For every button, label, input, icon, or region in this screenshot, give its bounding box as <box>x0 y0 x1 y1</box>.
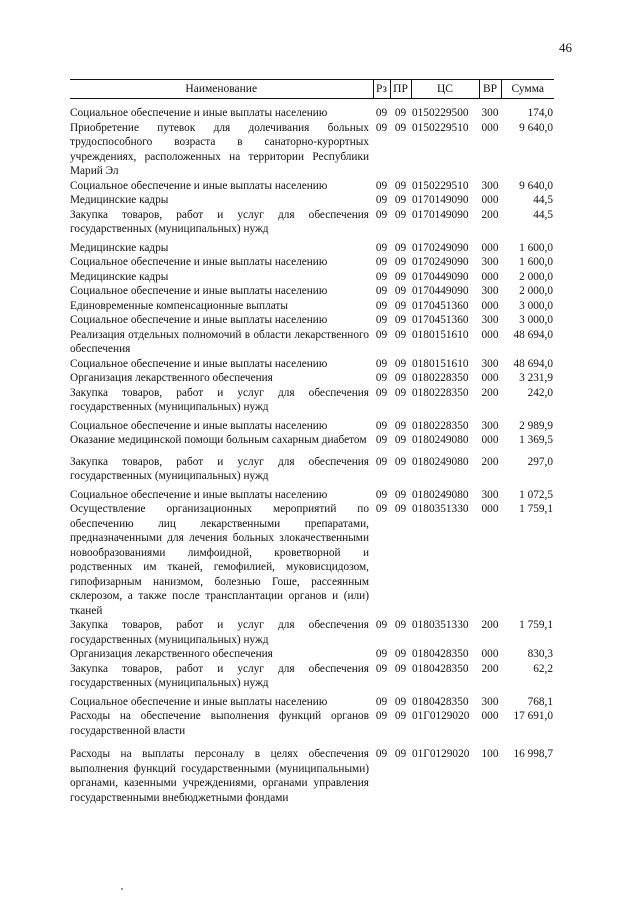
row-rz: 09 <box>375 748 388 760</box>
row-sum: 1 369,5 <box>519 434 553 446</box>
table-row <box>70 255 554 270</box>
row-rz: 09 <box>375 503 388 515</box>
row-sum: 1 759,1 <box>519 619 553 631</box>
table-row <box>70 415 554 434</box>
row-name: Социальное обеспечение и иные выплаты населению <box>70 357 328 370</box>
row-vr: 000 <box>481 241 499 254</box>
row-sum: 1 759,1 <box>519 503 553 515</box>
table-row <box>70 738 554 805</box>
row-cs: 0150229500 <box>412 107 469 119</box>
row-pr: 09 <box>394 619 407 631</box>
row-pr: 09 <box>394 314 407 326</box>
row-rz: 09 <box>375 285 388 297</box>
row-sum: 3 000,0 <box>519 299 553 312</box>
row-vr: 000 <box>481 434 499 446</box>
row-rz: 09 <box>375 372 388 384</box>
table-row <box>70 313 554 328</box>
row-pr: 09 <box>394 455 407 468</box>
row-sum: 44,5 <box>533 208 553 221</box>
table-row <box>70 618 554 647</box>
row-cs: 0170149090 <box>412 208 469 221</box>
table-row <box>70 99 554 121</box>
row-pr: 09 <box>394 434 407 446</box>
row-pr: 09 <box>394 208 407 221</box>
row-vr: 000 <box>481 503 499 515</box>
header-vr: ВР <box>479 80 501 99</box>
row-vr: 300 <box>481 314 499 326</box>
row-pr: 09 <box>394 662 407 675</box>
table-row <box>70 299 554 314</box>
row-cs: 0180428350 <box>412 648 469 660</box>
row-vr: 000 <box>481 299 499 312</box>
row-pr: 09 <box>394 194 407 206</box>
row-name: Медицинские кадры <box>70 241 169 254</box>
page-number: 46 <box>559 40 572 55</box>
row-vr: 200 <box>481 386 499 399</box>
row-sum: 2 000,0 <box>519 285 553 297</box>
row-name: Социальное обеспечение и иные выплаты населению <box>70 256 328 268</box>
row-vr: 300 <box>481 285 499 297</box>
row-rz: 09 <box>375 619 388 631</box>
row-cs: 0170449090 <box>412 285 469 297</box>
row-cs: 0170249090 <box>412 241 469 254</box>
row-pr: 09 <box>394 503 407 515</box>
row-name: Закупка товаров, работ и услуг для обеспечения государственных (муниципальных) нужд <box>70 386 369 413</box>
row-vr: 000 <box>481 648 499 660</box>
row-name: Приобретение путевок для долечивания больных трудоспособного возраста в санаторно-курортных учреждениях, расположенных на территории Республики Марий Эл <box>70 121 369 177</box>
table-row <box>70 484 554 503</box>
row-rz: 09 <box>375 419 388 432</box>
table-row <box>70 662 554 691</box>
row-name: Организация лекарственного обеспечения <box>70 372 273 384</box>
row-cs: 0170451360 <box>412 314 469 326</box>
row-vr: 100 <box>481 748 499 760</box>
row-vr: 300 <box>481 419 499 432</box>
row-rz: 09 <box>375 434 388 446</box>
row-name: Социальное обеспечение и иные выплаты населению <box>70 179 328 192</box>
row-vr: 300 <box>481 107 499 119</box>
row-pr: 09 <box>394 710 407 722</box>
row-pr: 09 <box>394 121 407 134</box>
row-pr: 09 <box>394 285 407 297</box>
table-row <box>70 208 554 237</box>
row-vr: 300 <box>481 357 499 370</box>
row-sum: 48 694,0 <box>513 328 553 341</box>
table-row <box>70 709 554 738</box>
row-rz: 09 <box>375 455 388 468</box>
row-name: Организация лекарственного обеспечения <box>70 648 273 660</box>
row-vr: 000 <box>481 710 499 722</box>
table-row <box>70 371 554 386</box>
row-sum: 242,0 <box>527 386 553 399</box>
row-cs: 0180228350 <box>412 419 469 432</box>
row-name: Оказание медицинской помощи больным сахарным диабетом <box>70 434 367 446</box>
row-rz: 09 <box>375 386 388 399</box>
row-cs: 0170449090 <box>412 270 469 283</box>
table-row <box>70 328 554 357</box>
row-name: Единовременные компенсационные выплаты <box>70 299 288 312</box>
row-pr: 09 <box>394 695 407 708</box>
row-sum: 768,1 <box>527 695 553 708</box>
row-cs: 0180228350 <box>412 372 469 384</box>
row-sum: 3 000,0 <box>519 314 553 326</box>
row-sum: 62,2 <box>533 662 553 675</box>
table-row <box>70 179 554 194</box>
table-row <box>70 647 554 662</box>
row-name: Расходы на выплаты персоналу в целях обеспечения выполнения функций государственными (муниципальными) органами, казенными учреждениями, органами управления государственными внебюджетными фондами <box>70 748 369 804</box>
row-name: Социальное обеспечение и иные выплаты населению <box>70 419 328 432</box>
row-sum: 3 231,9 <box>519 372 553 384</box>
table-row <box>70 193 554 208</box>
row-name: Закупка товаров, работ и услуг для обеспечения государственных (муниципальных) нужд <box>70 619 369 646</box>
row-cs: 0180428350 <box>412 662 469 675</box>
row-rz: 09 <box>375 314 388 326</box>
header-rz: Рз <box>373 80 390 99</box>
row-name: Закупка товаров, работ и услуг для обеспечения государственных (муниципальных) нужд <box>70 208 369 235</box>
row-rz: 09 <box>375 328 388 341</box>
table-row <box>70 691 554 710</box>
row-cs: 01Г0129020 <box>412 710 470 722</box>
row-vr: 300 <box>481 179 499 192</box>
row-sum: 830,3 <box>527 648 553 660</box>
row-pr: 09 <box>394 299 407 312</box>
table-row <box>70 121 554 179</box>
row-vr: 000 <box>481 328 499 341</box>
row-cs: 0180151610 <box>412 328 469 341</box>
row-vr: 300 <box>481 256 499 268</box>
row-vr: 000 <box>481 270 499 283</box>
row-name: Социальное обеспечение и иные выплаты населению <box>70 314 328 326</box>
header-sum: Сумма <box>501 80 554 99</box>
row-name: Социальное обеспечение и иные выплаты населению <box>70 107 328 119</box>
row-rz: 09 <box>375 299 388 312</box>
row-rz: 09 <box>375 662 388 675</box>
row-pr: 09 <box>394 270 407 283</box>
row-cs: 0150229510 <box>412 121 469 134</box>
row-rz: 09 <box>375 648 388 660</box>
row-cs: 0170249090 <box>412 256 469 268</box>
table-row <box>70 237 554 256</box>
row-sum: 9 640,0 <box>519 121 553 134</box>
row-rz: 09 <box>375 208 388 221</box>
table-row <box>70 386 554 415</box>
table-row <box>70 357 554 372</box>
row-name: Осуществление организационных мероприятий по обеспечению лиц лекарственными препаратами, предназначенными для лечения больных злокачественными новообразованиями лимфоидной, кроветворной и родственных им тканей, гемофилией, муковисцидозом, гипофизарным нанизмом, болезнью Гоше, рассеянным склерозом, а также после трансплантации органов и (или) тканей <box>70 503 369 617</box>
budget-table <box>70 79 554 805</box>
row-pr: 09 <box>394 179 407 192</box>
row-pr: 09 <box>394 386 407 399</box>
row-rz: 09 <box>375 695 388 708</box>
row-sum: 2 989,9 <box>519 419 553 432</box>
row-sum: 48 694,0 <box>513 357 553 370</box>
row-pr: 09 <box>394 328 407 341</box>
table-row <box>70 433 554 448</box>
row-sum: 16 998,7 <box>513 748 553 760</box>
row-rz: 09 <box>375 241 388 254</box>
row-name: Реализация отдельных полномочий в области лекарственного обеспечения <box>70 328 369 355</box>
row-rz: 09 <box>375 107 388 119</box>
row-pr: 09 <box>394 748 407 760</box>
row-pr: 09 <box>394 488 407 501</box>
row-name: Закупка товаров, работ и услуг для обеспечения государственных (муниципальных) нужд <box>70 455 369 482</box>
row-pr: 09 <box>394 107 407 119</box>
header-name: Наименование <box>70 80 373 99</box>
row-vr: 000 <box>481 121 499 134</box>
row-pr: 09 <box>394 256 407 268</box>
row-sum: 2 000,0 <box>519 270 553 283</box>
row-name: Социальное обеспечение и иные выплаты населению <box>70 285 328 297</box>
row-pr: 09 <box>394 372 407 384</box>
row-cs: 0180228350 <box>412 386 469 399</box>
row-sum: 1 600,0 <box>519 256 553 268</box>
row-cs: 0180249080 <box>412 488 469 501</box>
row-cs: 0180249080 <box>412 434 469 446</box>
row-vr: 000 <box>481 372 499 384</box>
row-name: Социальное обеспечение и иные выплаты населению <box>70 695 328 708</box>
row-vr: 200 <box>481 455 499 468</box>
row-cs: 01Г0129020 <box>412 748 470 760</box>
row-rz: 09 <box>375 179 388 192</box>
row-rz: 09 <box>375 270 388 283</box>
row-rz: 09 <box>375 357 388 370</box>
table-row <box>70 502 554 618</box>
row-pr: 09 <box>394 357 407 370</box>
row-cs: 0170149090 <box>412 194 469 206</box>
row-name: Закупка товаров, работ и услуг для обеспечения государственных (муниципальных) нужд <box>70 662 369 689</box>
row-pr: 09 <box>394 241 407 254</box>
header-pr: ПР <box>390 80 411 99</box>
table-header-row <box>70 80 554 99</box>
row-vr: 200 <box>481 662 499 675</box>
row-name: Медицинские кадры <box>70 270 169 283</box>
scan-artifact <box>121 888 123 890</box>
table-row <box>70 270 554 285</box>
row-cs: 0170451360 <box>412 299 469 312</box>
row-vr: 300 <box>481 488 499 501</box>
row-sum: 44,5 <box>533 194 553 206</box>
row-pr: 09 <box>394 648 407 660</box>
row-sum: 174,0 <box>527 107 553 119</box>
row-sum: 17 691,0 <box>513 710 553 722</box>
row-cs: 0180151610 <box>412 357 469 370</box>
row-cs: 0180351330 <box>412 503 469 515</box>
row-name: Социальное обеспечение и иные выплаты населению <box>70 488 328 501</box>
row-sum: 1 600,0 <box>519 241 553 254</box>
row-vr: 200 <box>481 208 499 221</box>
row-sum: 1 072,5 <box>519 488 553 501</box>
row-cs: 0180351330 <box>412 619 469 631</box>
row-vr: 000 <box>481 194 499 206</box>
table-row <box>70 284 554 299</box>
row-sum: 297,0 <box>527 455 553 468</box>
header-cs: ЦС <box>411 80 479 99</box>
row-name: Медицинские кадры <box>70 194 169 206</box>
row-sum: 9 640,0 <box>519 179 553 192</box>
table-row <box>70 448 554 484</box>
row-rz: 09 <box>375 194 388 206</box>
row-pr: 09 <box>394 419 407 432</box>
row-cs: 0180428350 <box>412 695 469 708</box>
row-rz: 09 <box>375 710 388 722</box>
row-vr: 200 <box>481 619 499 631</box>
row-cs: 0180249080 <box>412 455 469 468</box>
row-rz: 09 <box>375 121 388 134</box>
row-rz: 09 <box>375 256 388 268</box>
row-vr: 300 <box>481 695 499 708</box>
row-name: Расходы на обеспечение выполнения функций органов государственной власти <box>70 710 369 737</box>
row-cs: 0150229510 <box>412 179 469 192</box>
row-rz: 09 <box>375 488 388 501</box>
